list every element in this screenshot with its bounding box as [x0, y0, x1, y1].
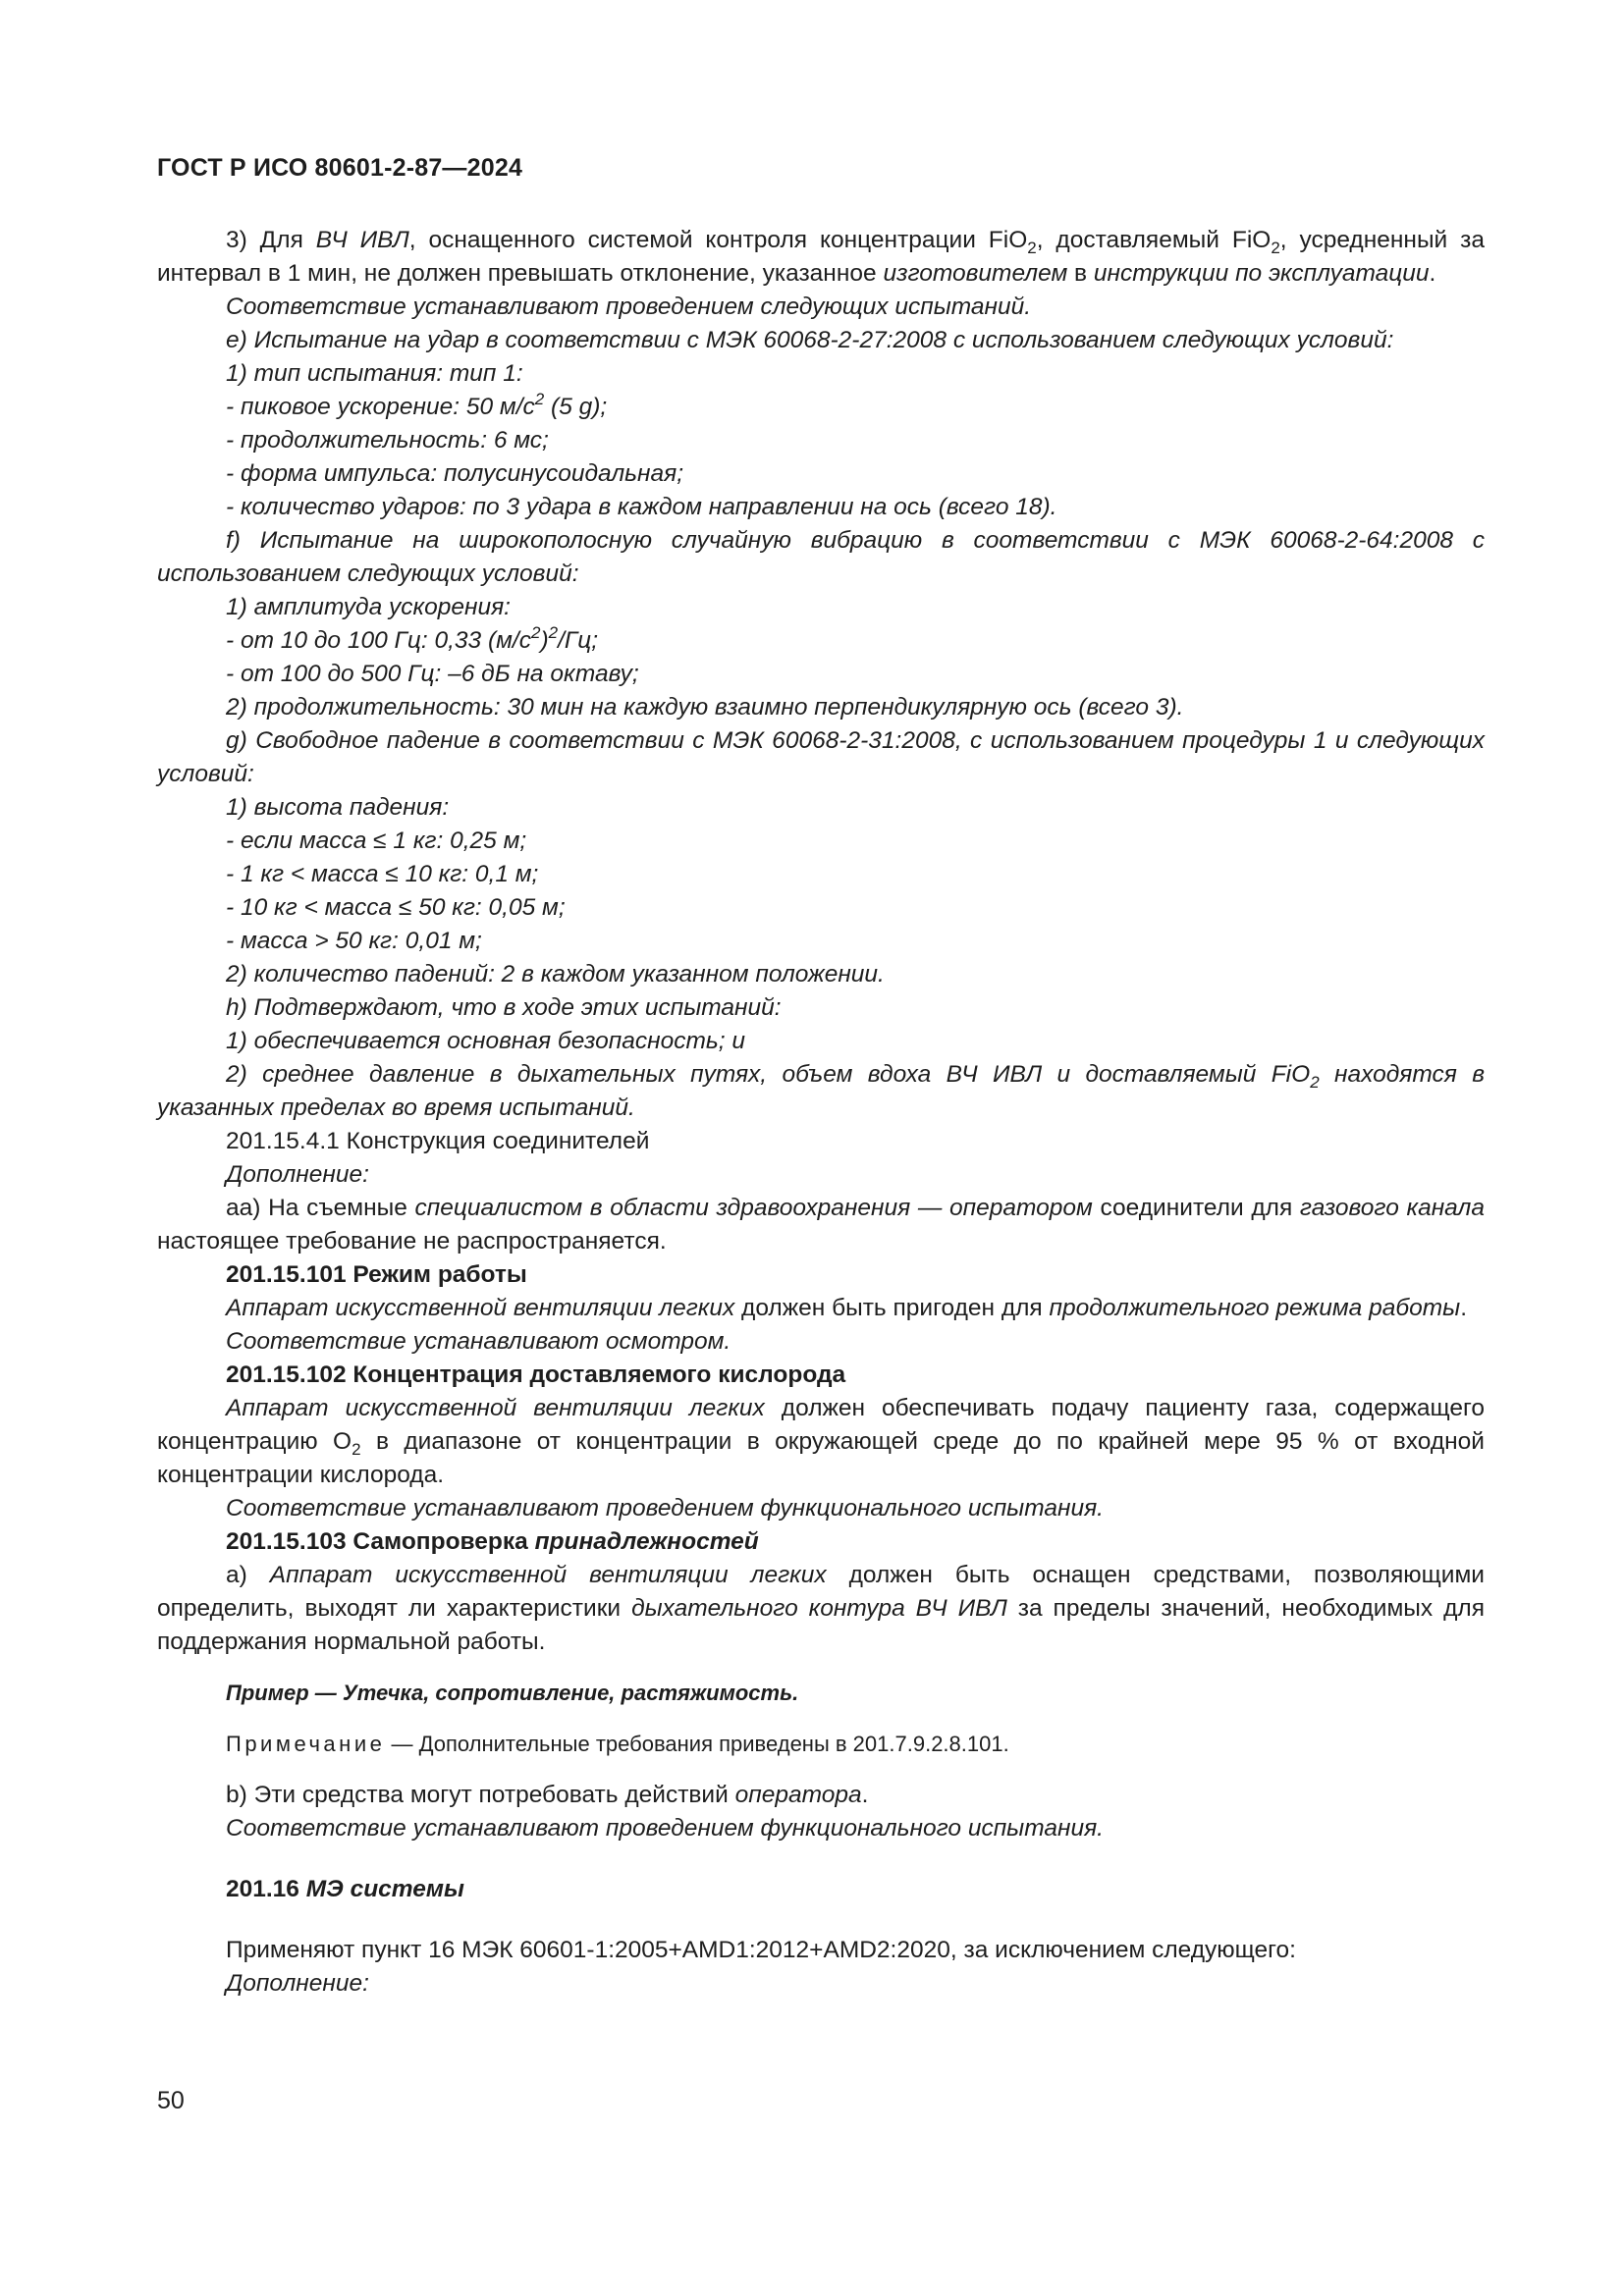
addition-label: Дополнение:: [226, 1161, 369, 1188]
connectors-paragraph: аа) На съемные специалистом в области здравоохранения — оператором соединители для газового канала настоящее требование не распространяется.: [157, 1195, 1485, 1255]
self-check-paragraph: а) Аппарат искусственной вентиляции легких должен быть оснащен средствами, позволяющими определить, выходят ли характеристики дыхательного контура ВЧ ИВЛ за пределы значений, необходимых для поддержания нормальной работы.: [157, 1562, 1485, 1655]
list-item: 2) среднее давление в дыхательных путях, объем вдоха ВЧ ИВЛ и доставляемый FiO$_2$ находятся в указанных пределах во время испытаний.: [157, 1061, 1485, 1121]
example-line: Пример — Утечка, сопротивление, растяжимость.: [226, 1681, 799, 1705]
fio2-paragraph: 3) Для ВЧ ИВЛ, оснащенного системой контроля концентрации FiO$_2$, доставляемый FiO$_2$, усредненный за интервал в 1 мин, не должен превышать отклонение, указанное изготовителем в инструкции по эксплуатации.: [157, 227, 1485, 287]
list-item: - пиковое ускорение: 50 $м/с^2$ (5 g);: [226, 390, 608, 420]
mode-paragraph: Аппарат искусственной вентиляции легких должен быть пригоден для продолжительного режима работы.: [226, 1295, 1468, 1321]
list-item: - количество ударов: по 3 удара в каждом направлении на ось (всего 18).: [226, 494, 1057, 520]
compliance-statement: Соответствие устанавливают проведением следующих испытаний.: [226, 294, 1032, 320]
list-item: - 1 кг < масса ≤ 10 кг: 0,1 м;: [226, 861, 539, 887]
drop-test-title: g) Свободное падение в соответствии с МЭК 60068-2-31:2008, с использованием процедуры 1 и следующих условий:: [157, 727, 1485, 787]
means-paragraph: b) Эти средства могут потребовать действий оператора.: [226, 1782, 869, 1808]
document-header: ГОСТ Р ИСО 80601-2-87—2024: [157, 154, 523, 182]
shock-test-title: е) Испытание на удар в соответствии с МЭК 60068-2-27:2008 с использованием следующих условий:: [226, 327, 1394, 353]
list-item: 2) количество падений: 2 в каждом указанном положении.: [226, 961, 885, 988]
list-item: - от 100 до 500 Гц: –6 дБ на октаву;: [226, 661, 639, 687]
note-line: Примечание — Дополнительные требования приведены в 201.7.9.2.8.101.: [226, 1732, 1009, 1756]
list-item: - продолжительность: 6 мс;: [226, 427, 549, 454]
list-item: - масса > 50 кг: 0,01 м;: [226, 928, 482, 954]
addition-label: Дополнение:: [226, 1970, 369, 1997]
list-item: - 10 кг < масса ≤ 50 кг: 0,05 м;: [226, 894, 566, 921]
section-heading: 201.15.102 Концентрация доставляемого кислорода: [226, 1362, 846, 1388]
list-item: - если масса ≤ 1 кг: 0,25 м;: [226, 828, 527, 854]
section-heading: 201.15.4.1 Конструкция соединителей: [226, 1128, 650, 1154]
list-item: - от 10 до 100 Гц: 0,33 $(м/с^2)^2/Гц$;: [226, 623, 599, 654]
section-heading: 201.15.103 Самопроверка принадлежностей: [226, 1528, 759, 1555]
list-item: - форма импульса: полусинусоидальная;: [226, 460, 684, 487]
confirm-title: h) Подтверждают, что в ходе этих испытаний:: [226, 994, 782, 1021]
oxygen-paragraph: Аппарат искусственной вентиляции легких должен обеспечивать подачу пациенту газа, содержащего концентрацию $O_2$ в диапазоне от концентрации в окружающей среде до по крайней мере 95 % от входной концентрации кислорода.: [157, 1395, 1485, 1488]
list-item: 1) обеспечивается основная безопасность; и: [226, 1028, 746, 1054]
list-item: 2) продолжительность: 30 мин на каждую взаимно перпендикулярную ось (всего 3).: [226, 694, 1184, 721]
list-item: 1) тип испытания: тип 1:: [226, 360, 523, 387]
me-paragraph: Применяют пункт 16 МЭК 60601-1:2005+AMD1:2012+AMD2:2020, за исключением следующего:: [226, 1937, 1296, 1963]
compliance-statement: Соответствие устанавливают осмотром.: [226, 1328, 731, 1355]
vibration-test-title: f) Испытание на широкополосную случайную вибрацию в соответствии с МЭК 60068-2-64:2008 с использованием следующих условий:: [157, 527, 1485, 587]
list-item: 1) высота падения:: [226, 794, 450, 821]
compliance-statement: Соответствие устанавливают проведением функционального испытания.: [226, 1815, 1104, 1842]
compliance-statement: Соответствие устанавливают проведением функционального испытания.: [226, 1495, 1104, 1522]
section-heading: 201.16 МЭ системы: [226, 1876, 464, 1902]
page-number: 50: [157, 2087, 185, 2114]
list-item: 1) амплитуда ускорения:: [226, 594, 511, 620]
section-heading: 201.15.101 Режим работы: [226, 1261, 527, 1288]
page-body: [157, 224, 1485, 2001]
